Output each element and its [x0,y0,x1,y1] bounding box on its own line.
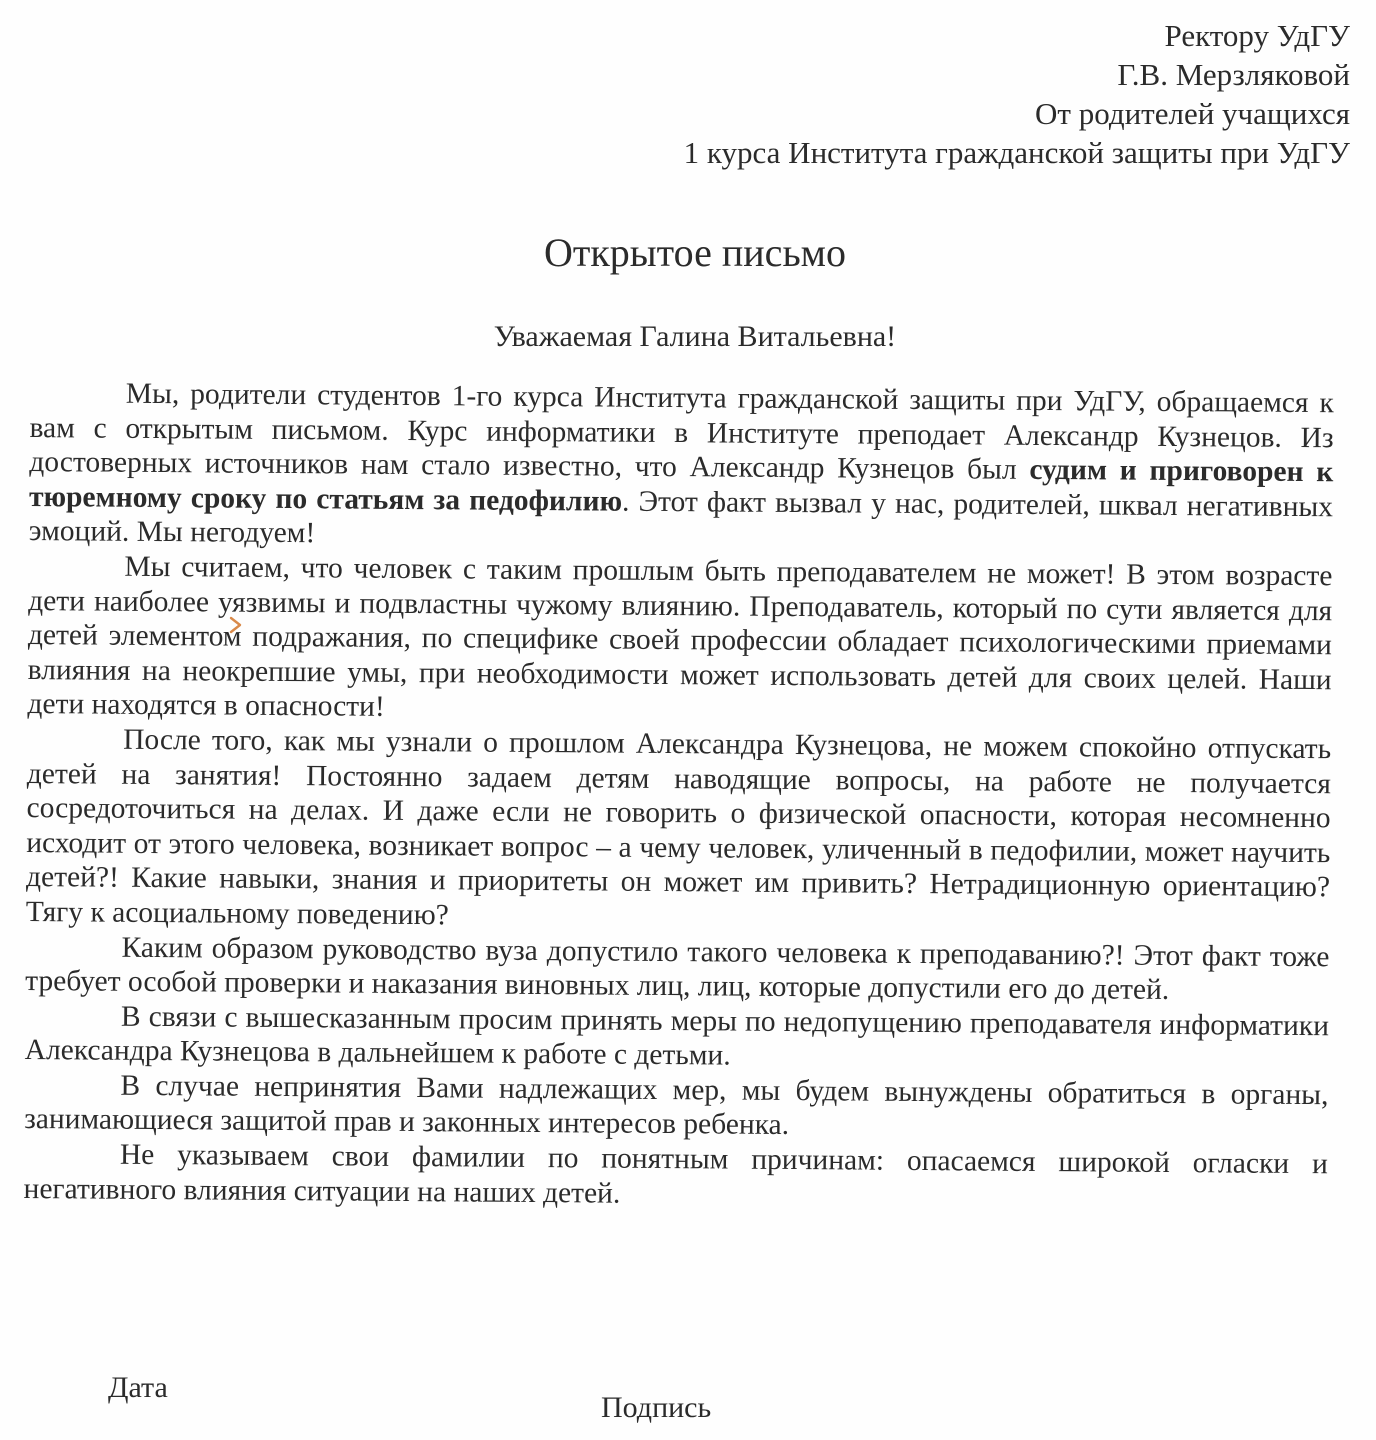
paragraph-2: Мы считаем, что человек с таким прошлым быть преподавателем не может! В этом возрасте дети наиболее уязвимы и подвластны чужому влиянию. Преподаватель, который по сути является для детей элементом подражания, по специфике своей профессии обладает психологическими приемами влияния на неокрепшие умы, при необходимости может использовать детей для своих целей. Наши дети находятся в опасности! [27,550,1333,724]
addressee-block [684,16,1350,172]
addressee-line-from: От родителей учащихся [1035,96,1350,131]
signature-label: Подпись [601,1391,712,1424]
addressee-line-institute: 1 курса Института гражданской защиты при УдГУ [683,135,1350,170]
letter-body [23,376,1333,1216]
paragraph-1 [29,376,1334,559]
letter-salutation: Уважаемая Галина Витальевна! [493,320,897,353]
addressee-line-name: Г.В. Мерзляковой [1117,57,1350,92]
pen-mark-icon [229,616,243,634]
paragraph-4: Каким образом руководство вуза допустило такого человека к преподаванию?! Этот факт тоже требует особой проверки и наказания виновных лиц, лиц, которые допустили его до детей. [25,931,1330,1007]
date-label: Дата [108,1371,168,1404]
paragraph-1-bold-statement: судим и приговорен к тюремному сроку по статьям за педофилию [28,454,1334,518]
paragraph-5: В связи с вышесказанным просим принять меры по недопущению преподавателя информатики Александра Кузнецова в дальнейшем к работе с детьми. [24,1000,1330,1072]
addressee-line-rector: Ректору УдГУ [1164,18,1350,53]
paragraph-7: Не указываем свои фамилии по понятным причинам: опасаемся широкой огласки и негативного влияния ситуации на наших детей. [23,1138,1328,1210]
paragraph-1-end: . Этот факт вызвал у нас, родителей, шквал негативных эмоций. Мы негодуем! [28,485,1334,550]
paragraph-1-start: Мы, родители студентов 1-го курса Института гражданской защиты при УдГУ, обращаемся к вам с открытым письмом. Курс информатики в Институте преподает Александр Кузнецов. Из достоверных источников нам стало известно, что Александр Кузнецов был [29,377,1334,487]
paragraph-3: После того, как мы узнали о прошлом Александра Кузнецова, не можем спокойно отпускать детей на занятия! Постоянно задаем детям наводящие вопросы, на работе не получается сосредоточиться на делах. И даже если не говорить о физической опасности, которая несомненно исходит от этого человека, возникает вопрос – а чему человек, уличенный в педофилии, может научить детей?! Какие навыки, знания и приоритеты он может им привить? Нетрадиционную ориентацию? Тягу к асоциальному поведению? [25,723,1332,932]
letter-title: Открытое письмо [544,230,846,275]
paragraph-6: В случае непринятия Вами надлежащих мер, мы будем вынуждены обратиться в органы, занимающиеся защитой прав и законных интересов ребенка. [24,1069,1329,1142]
